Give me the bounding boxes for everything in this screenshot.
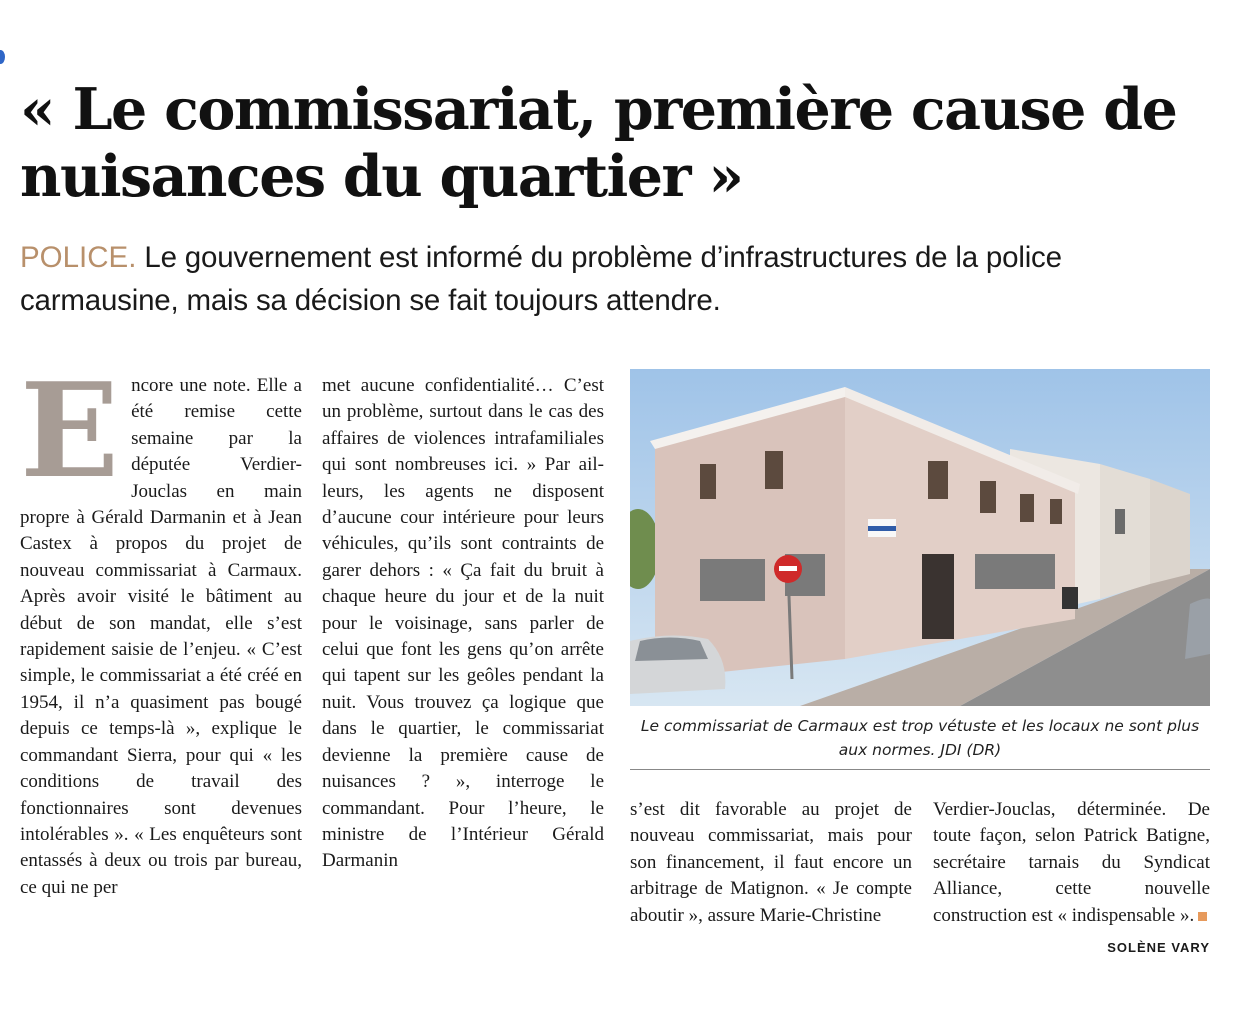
kicker: POLICE. <box>20 241 137 274</box>
photo-caption: Le commissariat de Carmaux est trop vétuste et les locaux ne sont plus aux normes. JDI (DR) <box>640 717 1200 759</box>
column-4 <box>933 797 1210 961</box>
column-4-paragraph <box>933 797 1210 956</box>
headline: « Le commissariat, première cause de nuisances du quartier » <box>20 76 1177 210</box>
police-station-image <box>630 369 1210 706</box>
column-1-text: ncore une note. Elle a été remise cette semaine par la députée Verdier-Jouclas en main propre à Gérald Darmanin et à Jean Castex à propos du projet de nouveau commissariat à Carmaux. Après avoir visité le bâtiment au début de son mandat, elle s’est rapidement saisie de l’enjeu. « C’est simple, le commissariat a été créé en 1954, il n’a quasiment pas bougé depuis ce temps-là », explique le commandant Sierra, pour qui « les conditions de travail des fonctionnaires sont devenues intolérables ». « Les enquêteurs sont entassés à deux ou trois par bureau, ce qui ne per <box>20 375 302 898</box>
dropcap: E <box>20 354 120 507</box>
column-4-text: Verdier-Jouclas, déterminée. De toute façon, selon Patrick Batigne, secrétaire tarnais du Syndicat Alliance, cette nouvelle construction est « indispensable ». <box>933 799 1210 926</box>
column-3-text: s’est dit favorable au projet de nouveau commissariat, mais pour son financement, il faut encore un arbitrage de Matignon. « Je compte aboutir », assure Marie-Christine <box>630 799 912 926</box>
column-1 <box>20 354 302 901</box>
deck-text: Le gouvernement est informé du problème d’infrastructures de la police carmausine, mais sa décision se fait toujours attendre. <box>20 241 1062 317</box>
column-2 <box>322 373 604 875</box>
byline: SOLÈNE VARY <box>1107 940 1210 956</box>
column-3 <box>630 797 912 929</box>
end-mark-icon <box>1198 912 1207 921</box>
caption-divider <box>630 769 1210 770</box>
police-station-photo <box>630 369 1210 706</box>
column-2-text: met aucune confidentialité… C’est un problème, surtout dans le cas des affaires de violences intrafamiliales qui sont nombreuses ici. » Par ailleurs, les agents ne disposent d’aucune cour intérieure pour leurs véhicules, qu’ils sont contraints de garer dehors : « Ça fait du bruit à chaque heure du jour et de la nuit pour le voisinage, sans parler de celui que font les gens qu’on arrête qui tapent sur les geôles pendant la nuit. Vous trouvez ça logique que dans le quartier, le commissariat devienne la première cause de nuisances ? », interroge le commandant. Pour l’heure, le ministre de l’Intérieur Gérald Darmanin <box>322 375 604 872</box>
page-edge-mark <box>0 50 5 64</box>
deck <box>20 236 1220 322</box>
